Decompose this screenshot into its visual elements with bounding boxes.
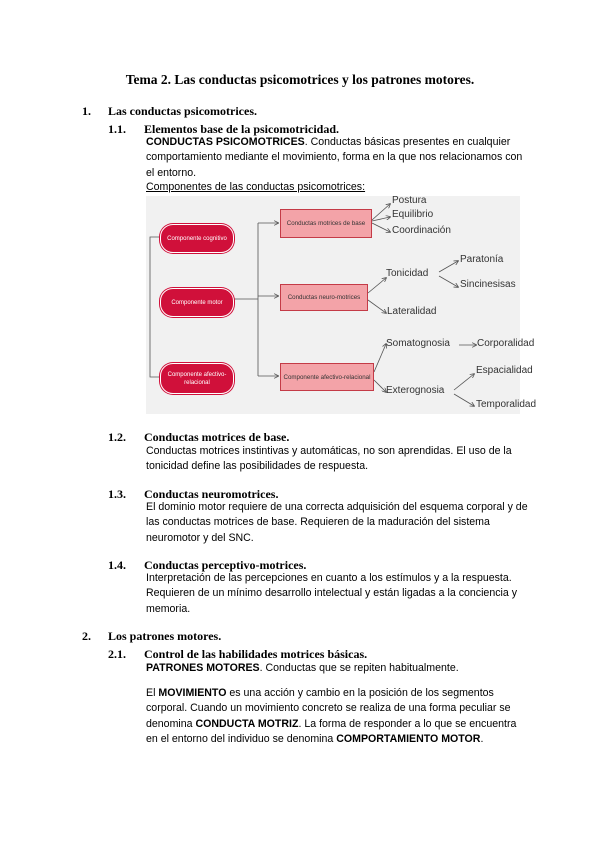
node-conductas-neuromotrices: Conductas neuro-motrices — [280, 284, 368, 311]
left-bracket — [150, 237, 160, 377]
components-diagram — [146, 195, 537, 414]
node-componente-afectivo: Componente afectivo-relacional — [160, 363, 234, 394]
term-conducta-motriz: CONDUCTA MOTRIZ — [195, 717, 299, 730]
paragraph-text: . Conductas que se repiten habitualmente. — [259, 662, 459, 674]
text-run: es una acción y cambio en la posición de los segmentos corporal. Cuando un movimiento concreto se realiza de una forma peculiar se denomina — [146, 687, 511, 730]
subsection-title: Conductas neuromotrices. — [144, 487, 279, 501]
subsection-title: Conductas motrices de base. — [144, 430, 290, 444]
paragraph-patrones-motores — [146, 661, 531, 676]
components-heading: Componentes de las conductas psicomotrices: — [146, 181, 366, 193]
section-number: 1. — [82, 104, 91, 118]
arrow-paratonia — [439, 261, 458, 272]
section-number: 2. — [82, 629, 91, 643]
label-corporalidad: Corporalidad — [477, 338, 535, 349]
paragraph-conductas-psicomotrices — [146, 135, 531, 181]
paragraph-text: . Conductas básicas presentes en cualquier comportamiento mediante el movimiento, forma en la que nos relacionamos con el entorno. — [146, 136, 523, 179]
paragraph-conductas-perceptivo-motrices: Interpretación de las percepciones en cuanto a los estímulos y a la respuesta. Requieren de un mínimo desarrollo intelectual y están ligadas a la conciencia y memoria. — [146, 572, 517, 615]
text-run: . La forma de responder a lo que se encuentra en el entorno del individuo se denomina — [146, 717, 517, 746]
label-sincinesisas: Sincinesisas — [460, 279, 516, 290]
subsection-number: 1.4. — [108, 558, 126, 572]
arrow-espacialidad — [454, 374, 474, 390]
term-conductas-psicomotrices: CONDUCTAS PSICOMOTRICES — [146, 136, 305, 148]
arrow-somatognosia — [374, 344, 386, 372]
label-exterognosia: Exterognosia — [386, 385, 445, 396]
arrow-coordinacion — [372, 223, 390, 232]
term-patrones-motores: PATRONES MOTORES — [146, 662, 260, 674]
label-coordinacion: Coordinación — [392, 225, 451, 236]
label-paratonia: Paratonía — [460, 254, 504, 265]
page-title: Tema 2. Las conductas psicomotrices y los patrones motores. — [125, 72, 475, 87]
subsection-title: Elementos base de la psicomotricidad. — [144, 122, 339, 136]
text-run: . — [480, 733, 484, 746]
section-title: Los patrones motores. — [108, 629, 222, 643]
label-temporalidad: Temporalidad — [476, 399, 537, 410]
term-movimiento: MOVIMIENTO — [158, 687, 227, 699]
arrow-lateralidad — [368, 300, 386, 313]
node-componente-cognitivo: Componente cognitivo — [160, 224, 234, 253]
section-title: Las conductas psicomotrices. — [108, 104, 257, 118]
arrow-tonicidad — [368, 278, 386, 293]
label-postura: Postura — [392, 195, 427, 206]
node-conductas-motrices-base: Conductas motrices de base — [280, 209, 372, 238]
node-componente-motor: Componente motor — [160, 288, 234, 317]
label-tonicidad: Tonicidad — [386, 268, 429, 279]
paragraph-conductas-motrices-base: Conductas motrices instintivas y automáticas, no son aprendidas. El uso de la tonicidad define las posibilidades de respuesta. — [146, 445, 512, 473]
subsection-number: 1.3. — [108, 487, 126, 501]
arrow-exterognosia — [374, 380, 386, 392]
label-somatognosia: Somatognosia — [386, 338, 450, 349]
term-comportamiento-motor: COMPORTAMIENTO MOTOR — [336, 733, 481, 746]
text-run: El — [146, 687, 159, 699]
subsection-number: 1.2. — [108, 430, 126, 444]
subsection-number: 1.1. — [108, 122, 126, 136]
label-equilibrio: Equilibrio — [392, 209, 434, 220]
subsection-number: 2.1. — [108, 647, 126, 661]
node-componente-afectivo-relacional: Componente afectivo-relacional — [280, 363, 374, 391]
subsection-title: Control de las habilidades motrices básicas. — [144, 647, 368, 661]
arrow-temporalidad — [454, 394, 474, 406]
paragraph-movimiento — [146, 686, 531, 748]
arrow-sincinesisas — [439, 276, 458, 287]
label-espacialidad: Espacialidad — [476, 365, 533, 376]
subsection-title: Conductas perceptivo-motrices. — [144, 558, 307, 572]
paragraph-conductas-neuromotrices: El dominio motor requiere de una correcta adquisición del esquema corporal y de las conductas motrices de base. Requieren de la maduración del sistema neuromotor y del SNC. — [146, 501, 528, 544]
label-lateralidad: Lateralidad — [387, 306, 437, 317]
